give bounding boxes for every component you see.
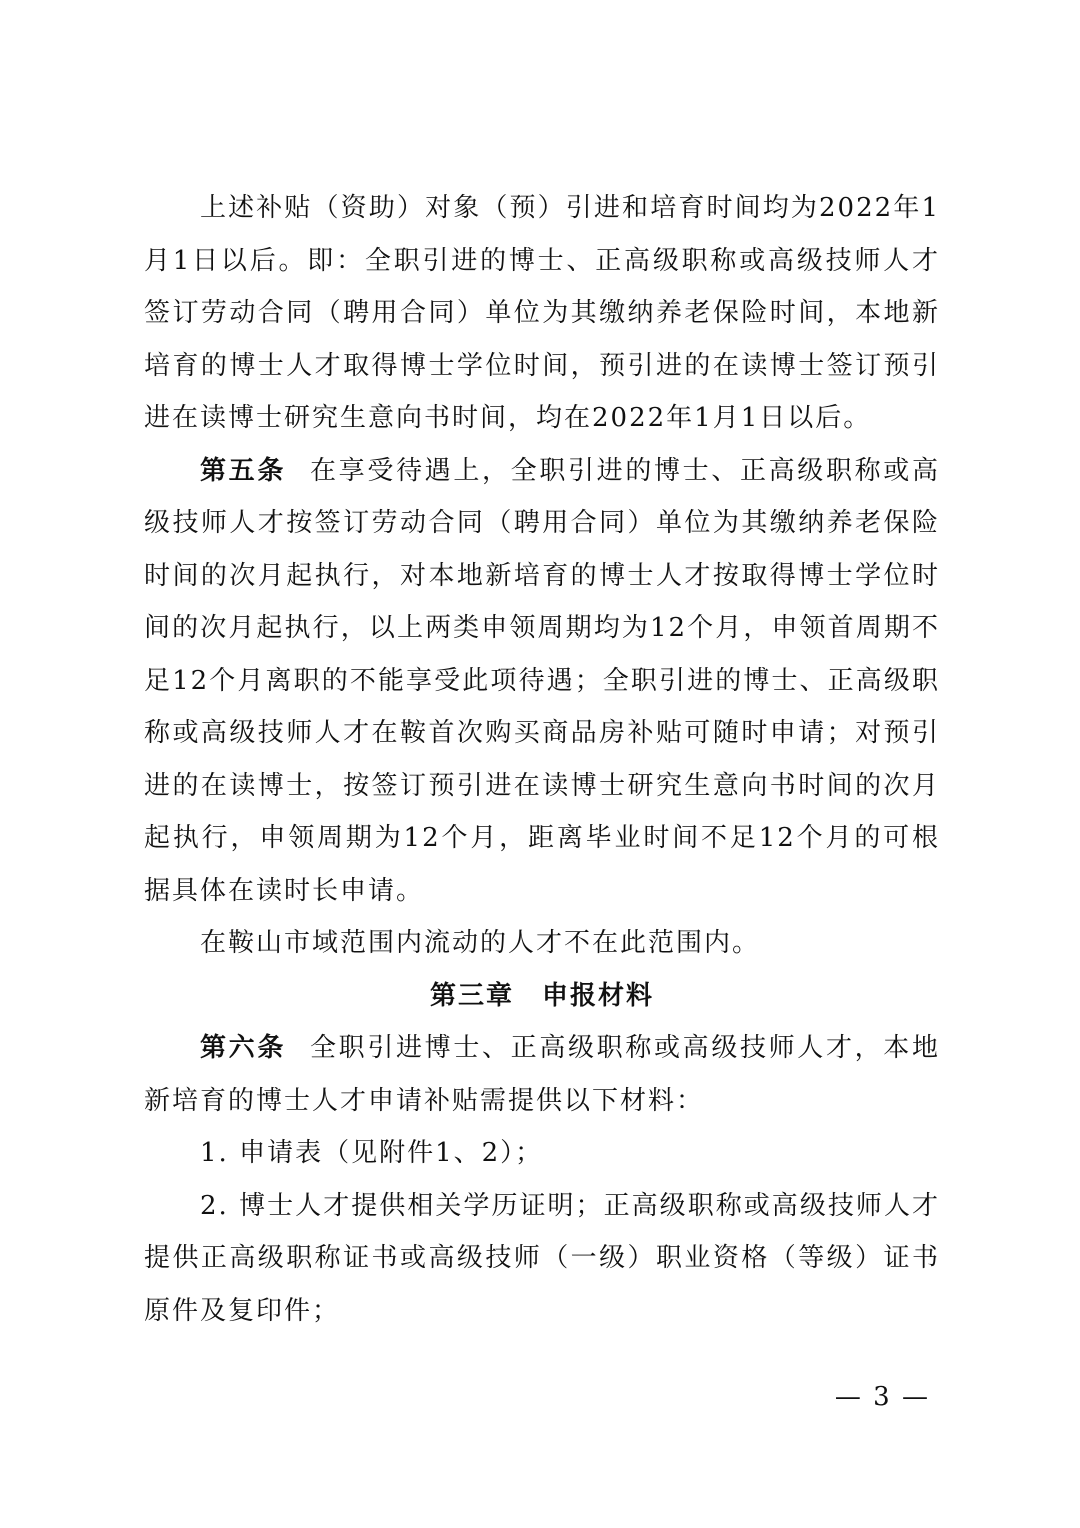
chapter-heading: [144, 970, 940, 1023]
paragraph-exclusion: [144, 917, 940, 970]
article-number: 第六条: [200, 1033, 286, 1063]
paragraph-article-5: [144, 445, 940, 918]
list-item-certificates: [144, 1180, 940, 1338]
article-number: 第五条: [200, 455, 286, 486]
document-body: [144, 182, 940, 1337]
paragraph-text: 在鞍山市域范围内流动的人才不在此范围内。: [200, 928, 761, 958]
page-number: — 3 —: [834, 1382, 930, 1412]
paragraph-text: 在享受待遇上，全职引进的博士、正高级职称或高级技师人才按签订劳动合同（聘用合同）单位为其缴纳养老保险时间的次月起执行，对本地新培育的博士人才按取得博士学位时间的次月起执行，以上两类申领周期均为12个月，申领首周期不足12个月离职的不能享受此项待遇；全职引进的博士、正高级职称或高级技师人才在鞍首次购买商品房补贴可随时申请；对预引进的在读博士，按签订预引进在读博士研究生意向书时间的次月起执行，申领周期为12个月，距离毕业时间不足12个月的可根据具体在读时长申请。: [144, 455, 940, 906]
paragraph-text: 2. 博士人才提供相关学历证明；正高级职称或高级技师人才提供正高级职称证书或高级技师（一级）职业资格（等级）证书原件及复印件；: [144, 1190, 940, 1326]
chapter-title: 申报材料: [542, 980, 655, 1011]
paragraph-text: 上述补贴（资助）对象（预）引进和培育时间均为2022年1月1日以后。即：全职引进的博士、正高级职称或高级技师人才签订劳动合同（聘用合同）单位为其缴纳养老保险时间，本地新培育的博士人才取得博士学位时间，预引进的在读博士签订预引进在读博士研究生意向书时间，均在2022年1月1日以后。: [144, 193, 940, 433]
paragraph-text: 全职引进博士、正高级职称或高级技师人才，本地新培育的博士人才申请补贴需提供以下材料：: [144, 1033, 940, 1116]
paragraph-eligibility-dates: [144, 182, 940, 445]
paragraph-article-6: [144, 1022, 940, 1127]
paragraph-text: 1. 申请表（见附件1、2）；: [200, 1138, 544, 1168]
chapter-number: 第三章: [429, 980, 514, 1011]
list-item-application-form: [144, 1127, 940, 1180]
